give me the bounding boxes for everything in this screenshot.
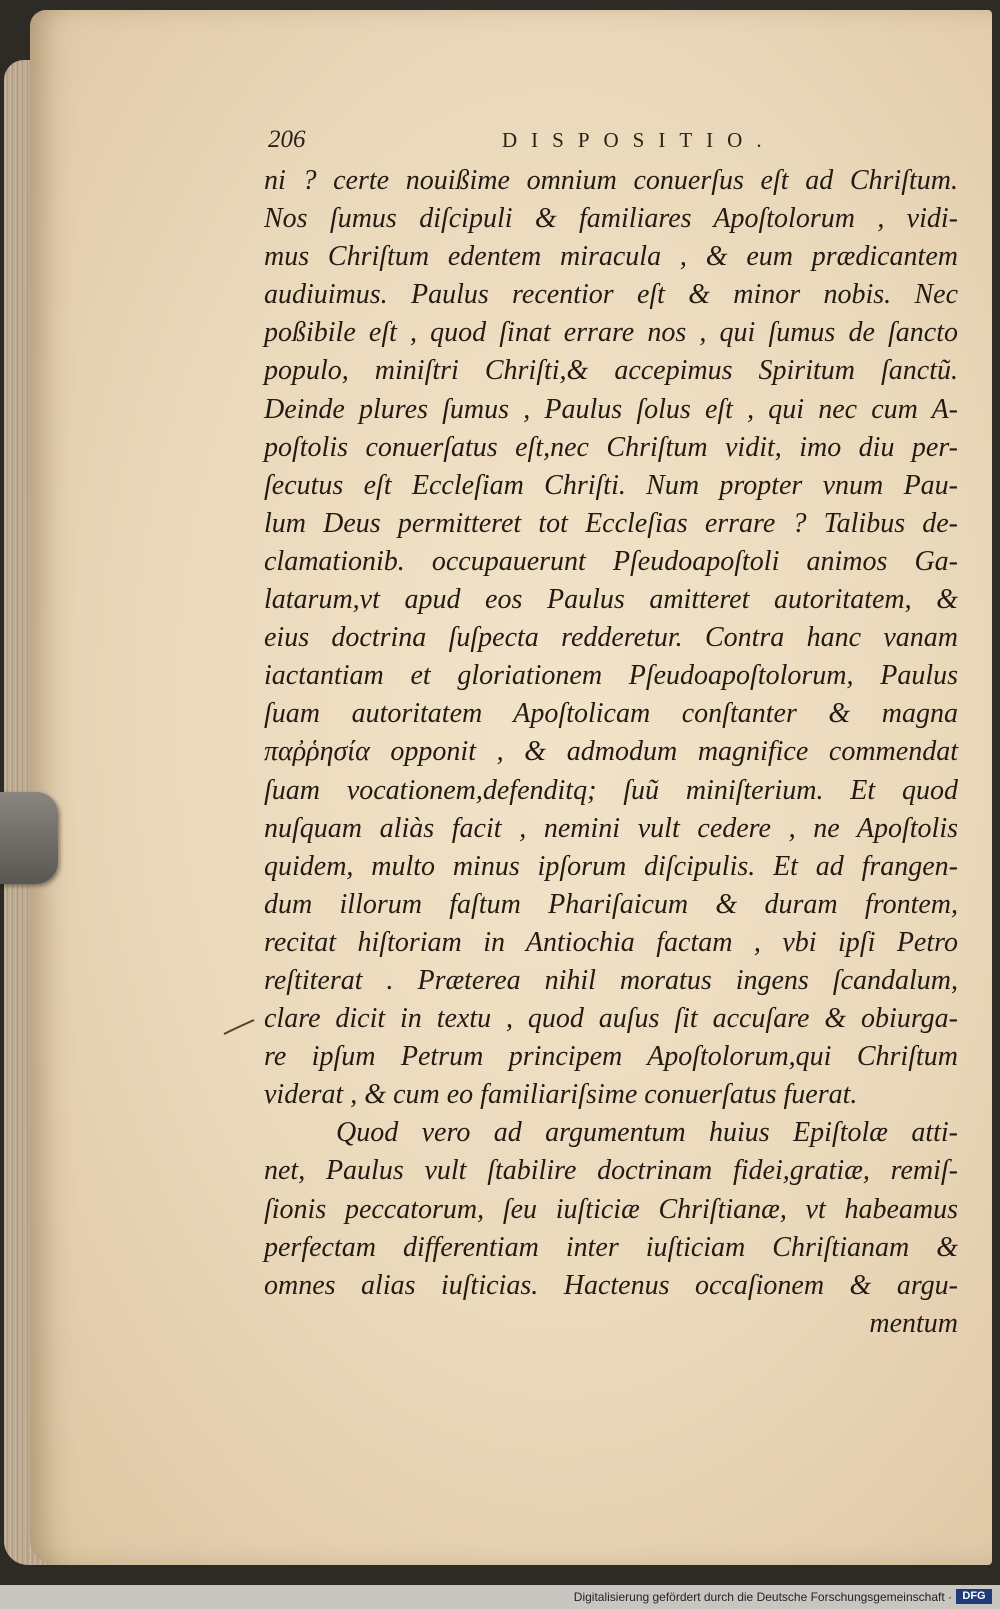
text-line: mus Chriſtum edentem miracula , & eum prædicantem [264,241,958,273]
text-line: nuſquam aliàs facit , nemini vult cedere , ne Apoſtolis [264,812,958,844]
paragraph-start-line: Quod vero ad argumentum huius Epiſtolæ atti- [336,1117,958,1149]
text-line: poſtolis conuerſatus eſt,nec Chriſtum vidit, imo diu per- [264,431,958,463]
text-line: ſecutus eſt Eccleſiam Chriſti. Num propter vnum Pau- [264,469,958,501]
text-line: ni ? certe nouißime omnium conuerſus eſt ad Chriſtum. [264,165,958,196]
text-line: iactantiam et gloriationem Pſeudoapoſtolorum, Paulus [264,660,958,692]
digitization-credit: Digitalisierung gefördert durch die Deutsche Forschungsgemeinschaft · [573,1590,952,1604]
text-line: poßibile eſt , quod ſinat errare nos , qui ſumus de ſancto [264,317,958,349]
text-line: re ipſum Petrum principem Apoſtolorum,qui Chriſtum [264,1041,958,1073]
text-line: ſuam vocationem,defenditq; ſuũ miniſterium. Et quod [264,774,958,806]
text-line: Nos ſumus diſcipuli & familiares Apoſtolorum , vidi- [264,203,958,235]
text-line: perfectam differentiam inter iuſticiam Chriſtianam & [264,1231,958,1263]
dfg-logo: DFG [956,1589,992,1604]
page-number: 206 [268,126,306,153]
text-line: clamationib. occupauerunt Pſeudoapoſtoli animos Ga- [264,545,958,577]
text-line: populo, miniſtri Chriſti,& accepimus Spiritum ſanctũ. [264,355,958,387]
text-line: quidem, multo minus ipſorum diſcipulis. Et ad frangen- [264,850,958,882]
footer-bar [0,1585,1000,1609]
text-line: latarum,vt apud eos Paulus amitteret autoritatem, & [264,584,958,616]
text-line: ſuam autoritatem Apoſtolicam conſtanter & magna [264,698,958,730]
text-line: dum illorum faſtum Phariſaicum & duram frontem, [264,888,958,920]
page-header [268,126,776,156]
text-line: ſionis peccatorum, ſeu iuſticiæ Chriſtianæ, vt habeamus [264,1193,958,1225]
bookmark-tab [0,792,58,884]
body-text [264,162,958,1343]
text-line: net, Paulus vult ſtabilire doctrinam fidei,gratiæ, remiſ- [264,1155,958,1187]
text-line: παῤῥησία opponit , & admodum magnifice commendat [264,736,958,768]
text-line: viderat , & cum eo familiariſsime conuerſatus fuerat. [264,1079,858,1111]
text-line: Deinde plures ſumus , Paulus ſolus eſt , qui nec cum A- [264,393,958,425]
text-line: clare dicit in textu , quod auſus ſit accuſare & obiurga- [264,1003,958,1035]
text-line: omnes alias iuſticias. Hactenus occaſionem & argu- [264,1269,958,1301]
catchword: mentum [869,1307,958,1339]
text-line: recitat hiſtoriam in Antiochia factam , vbi ipſi Petro [264,926,958,958]
text-line: eius doctrina ſuſpecta redderetur. Contra hanc vanam [264,622,958,654]
text-line: audiuimus. Paulus recentior eſt & minor nobis. Nec [264,279,958,311]
margin-annotation-mark [222,1018,256,1038]
text-line: lum Deus permitteret tot Eccleſias errare ? Talibus de- [264,507,958,539]
running-title: DISPOSITIO. [502,128,776,152]
text-line: reſtiterat . Præterea nihil moratus ingens ſcandalum, [264,964,958,996]
